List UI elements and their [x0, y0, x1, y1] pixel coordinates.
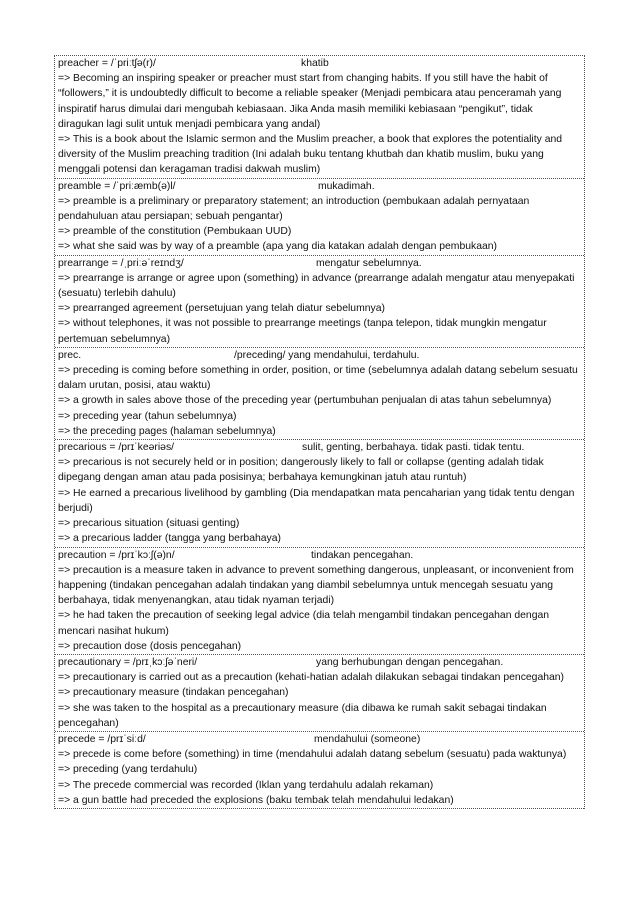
- example-line: => she was taken to the hospital as a precautionary measure (dia dibawa ke rumah sakit sebagai tindakan pencegahan): [58, 702, 547, 729]
- entry-preacher: [55, 56, 584, 179]
- entry-meaning: yang berhubungan dengan pencegahan.: [316, 656, 504, 668]
- entry-term: prec.: [58, 349, 82, 361]
- example-line: => This is a book about the Islamic sermon and the Muslim preacher, a book that explores the potentiality and diversity of the Muslim preaching tradition (Ini adalah buku tentang khutbah dan khatib muslim, buku yang menggali potensi dan keragaman tradisi dakwah muslim): [58, 134, 563, 176]
- example-line: => a gun battle had preceded the explosions (baku tembak telah mendahului ledakan): [58, 794, 454, 806]
- example-line: => preceding is coming before something in order, position, or time (sebelumnya adalah datang sebelum sesuatu dalam urutan, posisi, atau waktu): [58, 365, 578, 392]
- entry-term: precarious = /prɪˈkeəriəs/: [58, 442, 175, 454]
- example-line: => preceding year (tahun sebelumnya): [58, 410, 237, 422]
- entry-head: [58, 655, 581, 670]
- entry-head: [58, 348, 581, 363]
- example-line: => precede is come before (something) in time (mendahului adalah datang sebelum (sesuatu) pada waktunya): [58, 749, 567, 761]
- example-line: => prearranged agreement (persetujuan yang telah diatur sebelumnya): [58, 303, 385, 315]
- entry-term: precede = /prɪˈsiːd/: [58, 733, 146, 745]
- example-line: => Becoming an inspiring speaker or preacher must start from changing habits. If you still have the habit of “followers,” it is undoubtedly difficult to become a reliable speaker (Menjadi pembicara atau penceramah yang inspiratif harus dimulai dari mengubah kebiasaan. Jika Anda masih memiliki kebiasaan “pengikut”, tidak diragukan lagi sulit untuk menjadi pembicara yang andal): [58, 73, 562, 130]
- example-line: => precautionary measure (tindakan pencegahan): [58, 687, 289, 699]
- entry-meaning: mengatur sebelumnya.: [316, 257, 422, 269]
- dictionary-table: [54, 55, 585, 809]
- entry-head: [58, 56, 581, 71]
- entry-meaning: /preceding/ yang mendahului, terdahulu.: [234, 349, 420, 361]
- example-line: => a precarious ladder (tangga yang berbahaya): [58, 533, 281, 545]
- entry-prec: [55, 348, 584, 440]
- entry-term: preacher = /ˈpriːtʃə(r)/: [58, 58, 156, 69]
- example-line: => the preceding pages (halaman sebelumnya): [58, 425, 276, 437]
- example-line: => precarious is not securely held or in position; dangerously likely to fall or collapse (genting adalah tidak dipegang dengan aman atau pada posisinya; berbahaya kemungkinan jatuh atau runtuh): [58, 457, 544, 484]
- entry-meaning: mukadimah.: [318, 180, 375, 192]
- example-line: => what she said was by way of a preamble (apa yang dia katakan adalah dengan pembukaan): [58, 241, 498, 253]
- entry-meaning: khatib: [301, 58, 329, 69]
- entry-head: [58, 440, 581, 455]
- example-line: => precautionary is carried out as a precaution (kehati-hatian adalah dilakukan sebagai tindakan pencegahan): [58, 672, 565, 684]
- example-line: => The precede commercial was recorded (Iklan yang terdahulu adalah rekaman): [58, 779, 434, 791]
- entry-head: [58, 179, 581, 194]
- entry-prearrange: [55, 256, 584, 348]
- entry-term: preamble = /ˈpriːæmb(ə)l/: [58, 180, 176, 192]
- entry-meaning: mendahului (someone): [314, 733, 421, 745]
- example-line: => preceding (yang terdahulu): [58, 764, 198, 776]
- entry-term: precaution = /prɪˈkɔːʃ(ə)n/: [58, 549, 175, 561]
- example-line: => precaution is a measure taken in advance to prevent something dangerous, unpleasant, or inconvenient from happening (tindakan pencegahan adalah tindakan yang diambil sebelumnya untuk mencegah sesuatu yang berbahaya, tidak menyenangkan, atau tidak nyaman terjadi): [58, 564, 574, 607]
- entry-precautionary: [55, 655, 584, 732]
- entry-head: [58, 256, 581, 271]
- entry-head: [58, 548, 581, 563]
- example-line: => precaution dose (dosis pencegahan): [58, 640, 242, 652]
- entry-term: precautionary = /prɪˌkɔːʃəˈneri/: [58, 656, 198, 668]
- entry-precarious: [55, 440, 584, 547]
- example-line: => precarious situation (situasi genting): [58, 518, 240, 530]
- entry-precaution: [55, 548, 584, 655]
- entry-head: [58, 732, 581, 747]
- entry-precede: [55, 732, 584, 809]
- entry-preamble: [55, 179, 584, 256]
- entry-meaning: sulit, genting, berbahaya. tidak pasti. tidak tentu.: [302, 442, 525, 454]
- example-line: => a growth in sales above those of the preceding year (pertumbuhan penjualan di atas tahun sebelumnya): [58, 395, 552, 407]
- example-line: => He earned a precarious livelihood by gambling (Dia mendapatkan mata pencaharian yang tidak tentu dengan berjudi): [58, 487, 575, 514]
- example-line: => preamble of the constitution (Pembukaan UUD): [58, 226, 292, 238]
- example-line: => without telephones, it was not possible to prearrange meetings (tanpa telepon, tidak mungkin mengatur pertemuan sebelumnya): [58, 318, 547, 345]
- entry-term: prearrange = /ˌpriːəˈreɪndʒ/: [58, 257, 184, 269]
- example-line: => preamble is a preliminary or preparatory statement; an introduction (pembukaan adalah pernyataan pendahuluan atau persiapan; sebuah pengantar): [58, 195, 530, 223]
- example-line: => he had taken the precaution of seeking legal advice (dia telah mengambil tindakan pencegahan dengan mencari nasihat hukum): [58, 610, 550, 637]
- example-line: => prearrange is arrange or agree upon (something) in advance (prearrange adalah mengatur atau menyepakati (sesuatu) terlebih dahulu): [58, 272, 575, 300]
- entry-meaning: tindakan pencegahan.: [311, 549, 414, 561]
